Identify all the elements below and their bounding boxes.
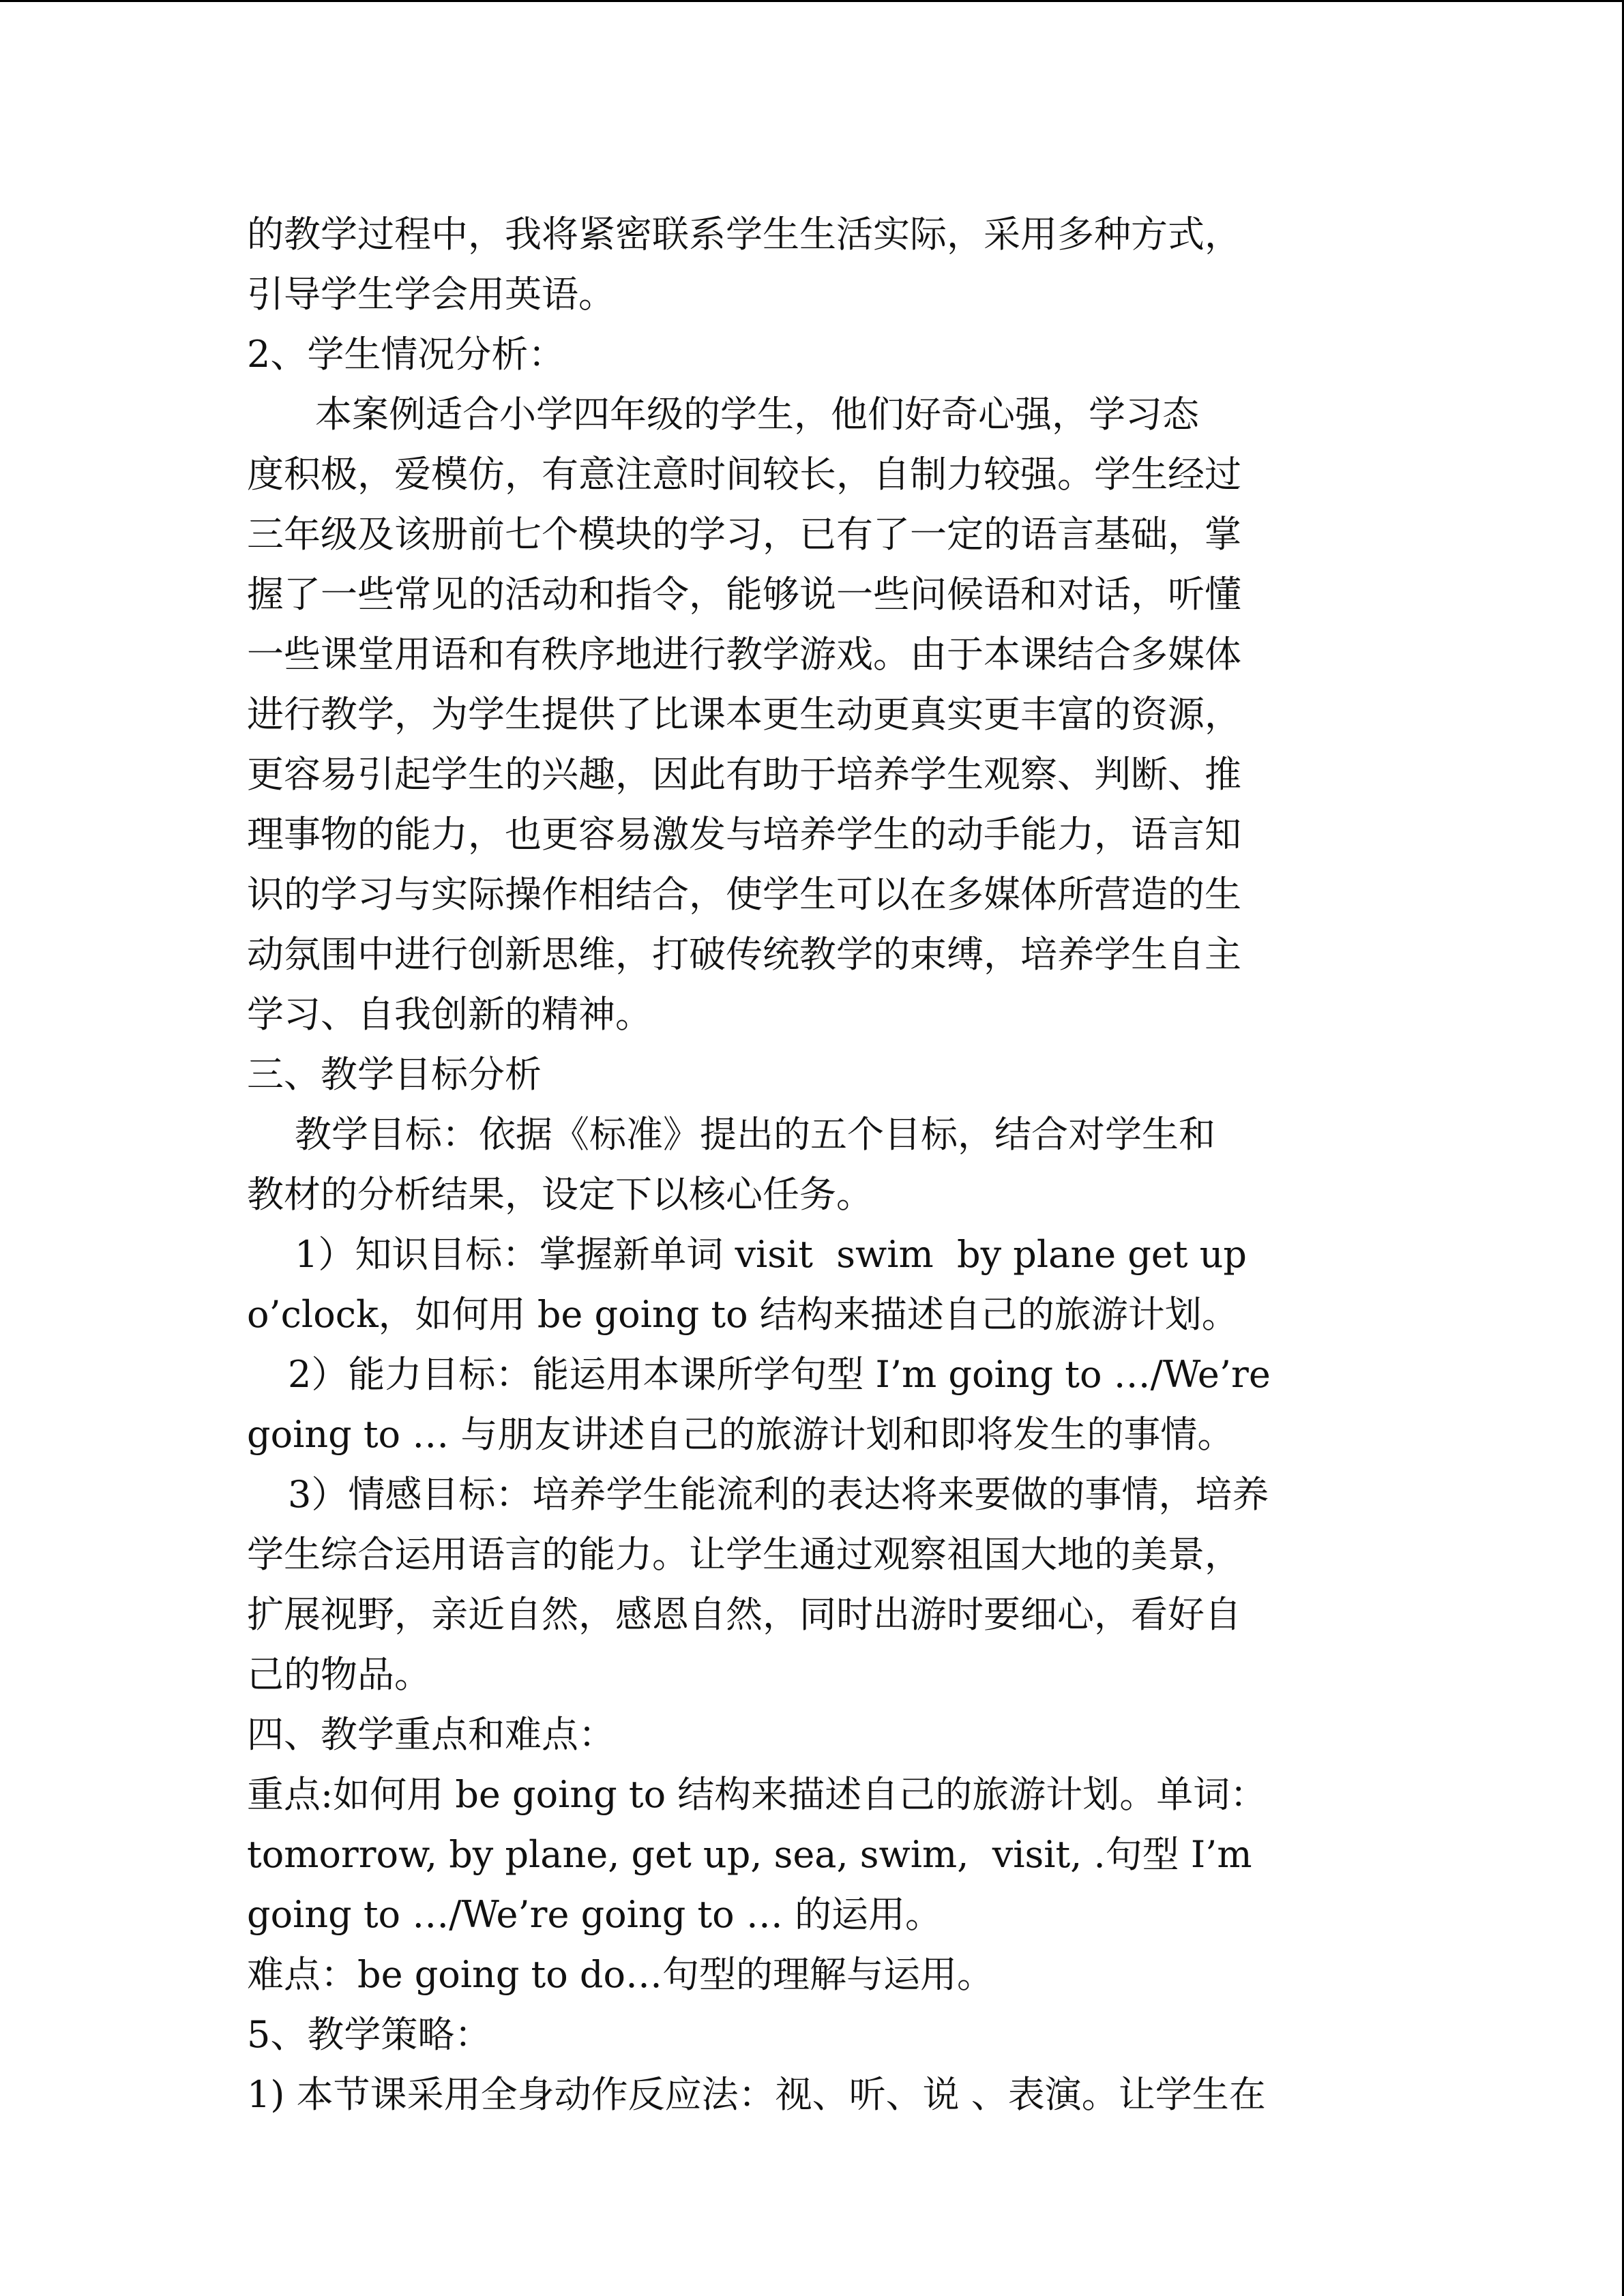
text-line: 三年级及该册前七个模块的学习，已有了一定的语言基础，掌 <box>247 513 1241 556</box>
list-item: 3）情感目标：培养学生能流利的表达将来要做的事情，培养 <box>288 1473 1269 1516</box>
text-line: 本案例适合小学四年级的学生，他们好奇心强，学习态 <box>315 393 1199 436</box>
text-line: o’clock，如何用 be going to 结构来描述自己的旅游计划。 <box>247 1293 1239 1336</box>
document-page <box>247 205 1379 2125</box>
section-heading: 5、教学策略： <box>247 2013 492 2056</box>
text-line: 动氛围中进行创新思维，打破传统教学的束缚，培养学生自主 <box>247 933 1241 976</box>
text-line: 教材的分析结果，设定下以核心任务。 <box>247 1173 873 1216</box>
text-line: 度积极，爱模仿，有意注意时间较长，自制力较强。学生经过 <box>247 453 1241 496</box>
section-heading: 2、学生情况分析： <box>247 333 565 376</box>
text-line: 学生综合运用语言的能力。让学生通过观察祖国大地的美景， <box>247 1533 1241 1576</box>
text-line: 己的物品。 <box>247 1653 431 1696</box>
text-line: 识的学习与实际操作相结合，使学生可以在多媒体所营造的生 <box>247 873 1241 916</box>
list-item: 2）能力目标：能运用本课所学句型 I’m going to …/We’re <box>288 1353 1271 1396</box>
text-line: 的教学过程中，我将紧密联系学生生活实际，采用多种方式， <box>247 213 1241 256</box>
section-heading: 三、教学目标分析 <box>247 1053 542 1096</box>
text-line: going to … 与朋友讲述自己的旅游计划和即将发生的事情。 <box>247 1413 1235 1456</box>
text-line: 更容易引起学生的兴趣，因此有助于培养学生观察、判断、推 <box>247 753 1241 796</box>
text-line: 扩展视野，亲近自然，感恩自然，同时出游时要细心，看好自 <box>247 1593 1241 1636</box>
text-line: 引导学生学会用英语。 <box>247 273 615 316</box>
text-line: 教学目标：依据《标准》提出的五个目标，结合对学生和 <box>295 1113 1215 1156</box>
text-line: 握了一些常见的活动和指令，能够说一些问候语和对话，听懂 <box>247 573 1241 616</box>
page-top-border <box>0 0 1624 2</box>
text-line: 学习、自我创新的精神。 <box>247 993 652 1036</box>
text-line: going to …/We’re going to … 的运用。 <box>247 1893 942 1936</box>
text-line: 进行教学，为学生提供了比课本更生动更真实更丰富的资源， <box>247 693 1241 736</box>
text-line: 难点：be going to do…句型的理解与运用。 <box>247 1953 994 1996</box>
text-line: tomorrow, by plane, get up, sea, swim, visit, .句型 I’m <box>247 1833 1252 1876</box>
text-line: 一些课堂用语和有秩序地进行教学游戏。由于本课结合多媒体 <box>247 633 1241 676</box>
list-item: 1) 本节课采用全身动作反应法：视、听、说 、表演。让学生在 <box>247 2073 1266 2116</box>
text-line: 重点:如何用 be going to 结构来描述自己的旅游计划。单词： <box>247 1773 1267 1816</box>
text-line: 理事物的能力，也更容易激发与培养学生的动手能力，语言知 <box>247 813 1241 856</box>
section-heading: 四、教学重点和难点： <box>247 1713 615 1756</box>
list-item: 1）知识目标：掌握新单词 visit swim by plane get up <box>295 1233 1247 1276</box>
